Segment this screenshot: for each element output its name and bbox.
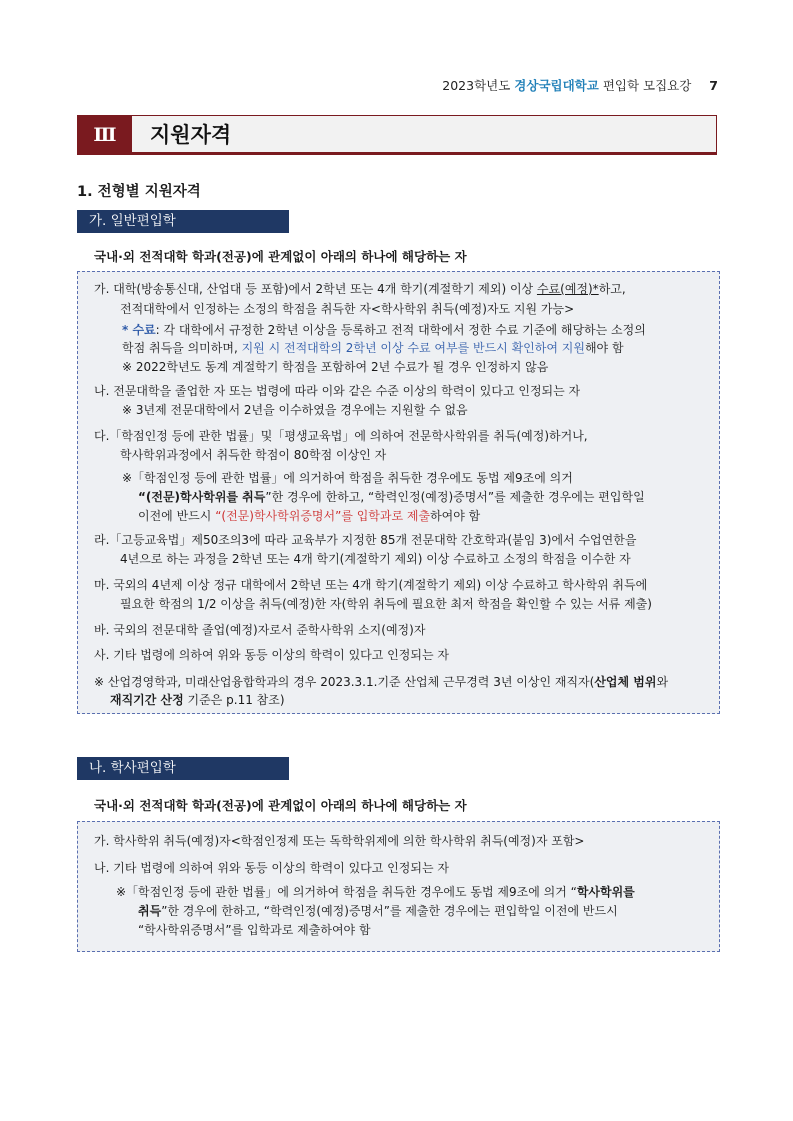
- general-footnote-line1: ※ 산업경영학과, 미래산업융합학과의 경우 2023.3.1.기준 산업체 근무경력 3년 이상인 재직자(산업체 범위와: [94, 675, 669, 689]
- general-item-b-note: ※ 3년제 전문대학에서 2년을 이수하였을 경우에는 지원할 수 없음: [122, 403, 468, 417]
- general-item-a-line1: 가. 대학(방송통신대, 산업대 등 포함)에서 2학년 또는 4개 학기(계절학기 제외) 이상 수료(예정)*하고,: [94, 282, 626, 296]
- general-item-c-line2: 학사학위과정에서 취득한 학점이 80학점 이상인 자: [120, 448, 387, 462]
- general-item-e-line1: 마. 국외의 4년제 이상 정규 대학에서 2학년 또는 4개 학기(계절학기 제외) 이상 수료하고 학사학위 취득에: [94, 578, 648, 592]
- general-footnote-line2: 재직기간 산정 기준은 p.11 참조): [110, 693, 285, 707]
- general-transfer-heading: 가. 일반편입학: [77, 210, 289, 233]
- bachelor-transfer-lead: 국내·외 전적대학 학과(전공)에 관계없이 아래의 하나에 해당하는 자: [94, 798, 467, 813]
- general-item-c-note1: ※「학점인정 등에 관한 법률」에 의거하여 학점을 취득한 경우에도 동법 제9조에 의거: [122, 471, 573, 485]
- bachelor-item-b: 나. 기타 법령에 의하여 위와 동등 이상의 학력이 있다고 인정되는 자: [94, 861, 449, 875]
- general-transfer-lead: 국내·외 전적대학 학과(전공)에 관계없이 아래의 하나에 해당하는 자: [94, 249, 467, 264]
- header-year: 2023학년도: [442, 78, 511, 93]
- general-item-c-line1: 다.「학점인정 등에 관한 법률」및「평생교육법」에 의하여 전문학사학위를 취득(예정)하거나,: [94, 429, 588, 443]
- bachelor-note-line3: “학사학위증명서”를 입학과로 제출하여야 함: [138, 923, 371, 937]
- page-header: [0, 76, 718, 94]
- header-university: 경상국립대학교: [514, 78, 599, 93]
- header-doc-title: 편입학 모집요강: [602, 78, 692, 93]
- general-item-f: 바. 국외의 전문대학 졸업(예정)자로서 준학사학위 소지(예정)자: [94, 623, 426, 637]
- general-item-c-note2: “(전문)학사학위를 취득”한 경우에 한하고, “학력인정(예정)증명서”를 제출한 경우에는 편입학일: [138, 490, 645, 504]
- general-item-a-note1: * 수료: 각 대학에서 규정한 2학년 이상을 등록하고 전적 대학에서 정한 수료 기준에 해당하는 소정의: [122, 323, 646, 337]
- chapter-banner: [77, 115, 717, 155]
- bachelor-item-a: 가. 학사학위 취득(예정)자<학점인정제 또는 독학학위제에 의한 학사학위 취득(예정)자 포함>: [94, 834, 585, 848]
- general-item-e-line2: 필요한 학점의 1/2 이상을 취득(예정)한 자(학위 취득에 필요한 최저 학점을 확인할 수 있는 서류 제출): [120, 597, 652, 611]
- chapter-underline: [132, 152, 716, 155]
- bachelor-note-line1: ※「학점인정 등에 관한 법률」에 의거하여 학점을 취득한 경우에도 동법 제9조에 의거 “학사학위를: [116, 885, 635, 899]
- page-number: 7: [709, 78, 718, 93]
- chapter-number: Ⅲ: [78, 116, 132, 154]
- general-item-b-line1: 나. 전문대학을 졸업한 자 또는 법령에 따라 이와 같은 수준 이상의 학력이 있다고 인정되는 자: [94, 384, 581, 398]
- general-item-g: 사. 기타 법령에 의하여 위와 동등 이상의 학력이 있다고 인정되는 자: [94, 648, 449, 662]
- general-transfer-box: [77, 271, 720, 714]
- bachelor-transfer-heading: 나. 학사편입학: [77, 757, 289, 780]
- general-item-d-line1: 라.「고등교육법」제50조의3에 따라 교육부가 지정한 85개 전문대학 간호학과(붙임 3)에서 수업연한을: [94, 533, 637, 547]
- general-item-a-note3: ※ 2022학년도 동계 계절학기 학점을 포함하여 2년 수료가 될 경우 인정하지 않음: [122, 360, 549, 374]
- bachelor-note-line2: 취득”한 경우에 한하고, “학력인정(예정)증명서”를 제출한 경우에는 편입학일 이전에 반드시: [138, 904, 618, 918]
- chapter-title: 지원자격: [150, 123, 232, 147]
- general-item-d-line2: 4년으로 하는 과정을 2학년 또는 4개 학기(계절학기 제외) 이상 수료하고 소정의 학점을 이수한 자: [120, 552, 631, 566]
- bachelor-transfer-box: [77, 821, 720, 952]
- general-item-a-line2: 전적대학에서 인정하는 소정의 학점을 취득한 자<학사학위 취득(예정)자도 지원 가능>: [120, 302, 575, 316]
- general-item-a-note2: 학점 취득을 의미하며, 지원 시 전적대학의 2학년 이상 수료 여부를 반드시 확인하여 지원해야 함: [122, 341, 624, 355]
- section-title: 1. 전형별 지원자격: [77, 184, 201, 200]
- general-item-c-note3: 이전에 반드시 “(전문)학사학위증명서”를 입학과로 제출하여야 함: [138, 509, 481, 523]
